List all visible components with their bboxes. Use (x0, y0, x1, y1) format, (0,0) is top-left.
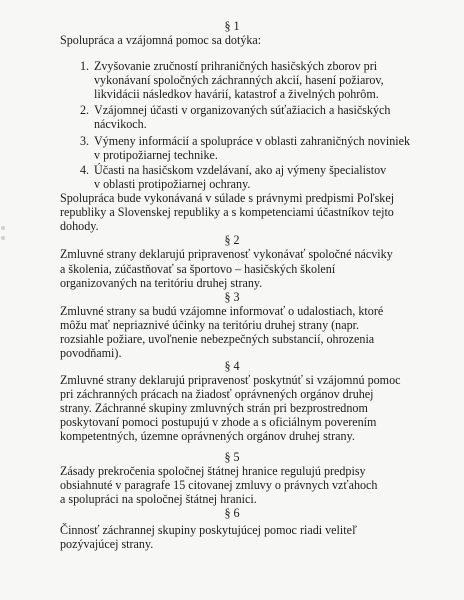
list-item-4-line-1: Účasti na hasičskom vzdelávaní, ako aj výmeny špecialistov (94, 163, 387, 177)
section-heading-3: § 3 (224, 290, 240, 304)
paragraph-6-line-1: Činnosť záchrannej skupiny poskytujúcej pomoc riadi veliteľ (60, 523, 357, 537)
list-item-4-line-2: v oblasti protipožiarnej ochrany. (94, 177, 251, 191)
paragraph-4-line-1: Zmluvné strany deklarujú pripravenosť poskytnúť si vzájomnú pomoc (60, 373, 401, 387)
section-heading-2: § 2 (224, 233, 240, 247)
punch-hole-mark (1, 226, 5, 230)
section-heading-1: § 1 (224, 19, 240, 33)
section-heading-5: § 5 (224, 450, 240, 464)
list-number-1: 1. (80, 59, 90, 73)
paragraph-1-line-2: republiky a Slovenskej republiky a s kompetenciami účastníkov tejto (60, 205, 394, 219)
list-number-3: 3. (80, 134, 90, 148)
list-item-2-line-2: nácvikoch. (94, 117, 147, 131)
paragraph-2-line-1: Zmluvné strany deklarujú pripravenosť vykonávať spoločné nácviky (60, 247, 393, 261)
list-item-1-line-3: likvidácii následkov havárií, katastrof a živelných pohrôm. (94, 87, 379, 101)
list-number-4: 4. (80, 163, 90, 177)
intro-text: Spolupráca a vzájomná pomoc sa dotýka: (60, 33, 262, 47)
paragraph-2-line-2: a školenia, zúčastňovať sa športovo – hasičských školení (60, 262, 336, 276)
list-item-3-line-2: v protipožiarnej technike. (94, 148, 218, 162)
list-item-3-line-1: Výmeny informácií a spolupráce v oblasti zahraničných noviniek (94, 134, 411, 148)
list-item-1-line-1: Zvyšovanie zručností prihraničných hasičských zborov pri (94, 59, 378, 73)
paragraph-3-line-3: rozsiahle požiare, uvoľnenie nebezpečných substancií, ohrozenia (60, 332, 375, 346)
paragraph-1-line-1: Spolupráca bude vykonávaná v súlade s právnymi predpismi Poľskej (60, 191, 395, 205)
paragraph-3-line-2: môžu mať nepriaznivé účinky na teritóriu druhej strany (napr. (60, 318, 360, 332)
paragraph-1-line-3: dohody. (60, 219, 99, 233)
paragraph-5-line-2: obsiahnuté v paragrafe 15 citovanej zmluvy o právnych vzťahoch (60, 478, 378, 492)
list-number-2: 2. (80, 103, 90, 117)
paragraph-3-line-1: Zmluvné strany sa budú vzájomne informovať o udalostiach, ktoré (60, 304, 384, 318)
list-item-1-line-2: vykonávaní spoločných záchranných akcií, hasení požiarov, (94, 73, 384, 87)
list-item-2-line-1: Vzájomnej účasti v organizovaných súťažiacich a hasičských (94, 103, 391, 117)
paragraph-3-line-4: povodňami). (60, 346, 122, 360)
section-heading-4: § 4 (224, 359, 240, 373)
paragraph-5-line-3: a spolupráci na spoločnej štátnej hranici. (60, 492, 257, 506)
paragraph-5-line-1: Zásady prekročenia spoločnej štátnej hranice regulujú predpisy (60, 464, 366, 478)
paragraph-4-line-3: strany. Záchranné skupiny zmluvných strán pri bezprostrednom (60, 401, 368, 415)
paragraph-4-line-4: poskytovaní pomoci postupujú v zhode a s oficiálnym poverením (60, 415, 377, 429)
paragraph-2-line-3: organizovaných na teritóriu druhej strany. (60, 276, 263, 290)
paragraph-4-line-2: pri záchranných prácach na žiadosť oprávnených orgánov druhej (60, 387, 374, 401)
section-heading-6: § 6 (224, 506, 240, 520)
paragraph-6-line-2: pozývajúcej strany. (60, 537, 154, 551)
paragraph-4-line-5: kompetentných, územne oprávnených orgánov druhej strany. (60, 429, 355, 443)
